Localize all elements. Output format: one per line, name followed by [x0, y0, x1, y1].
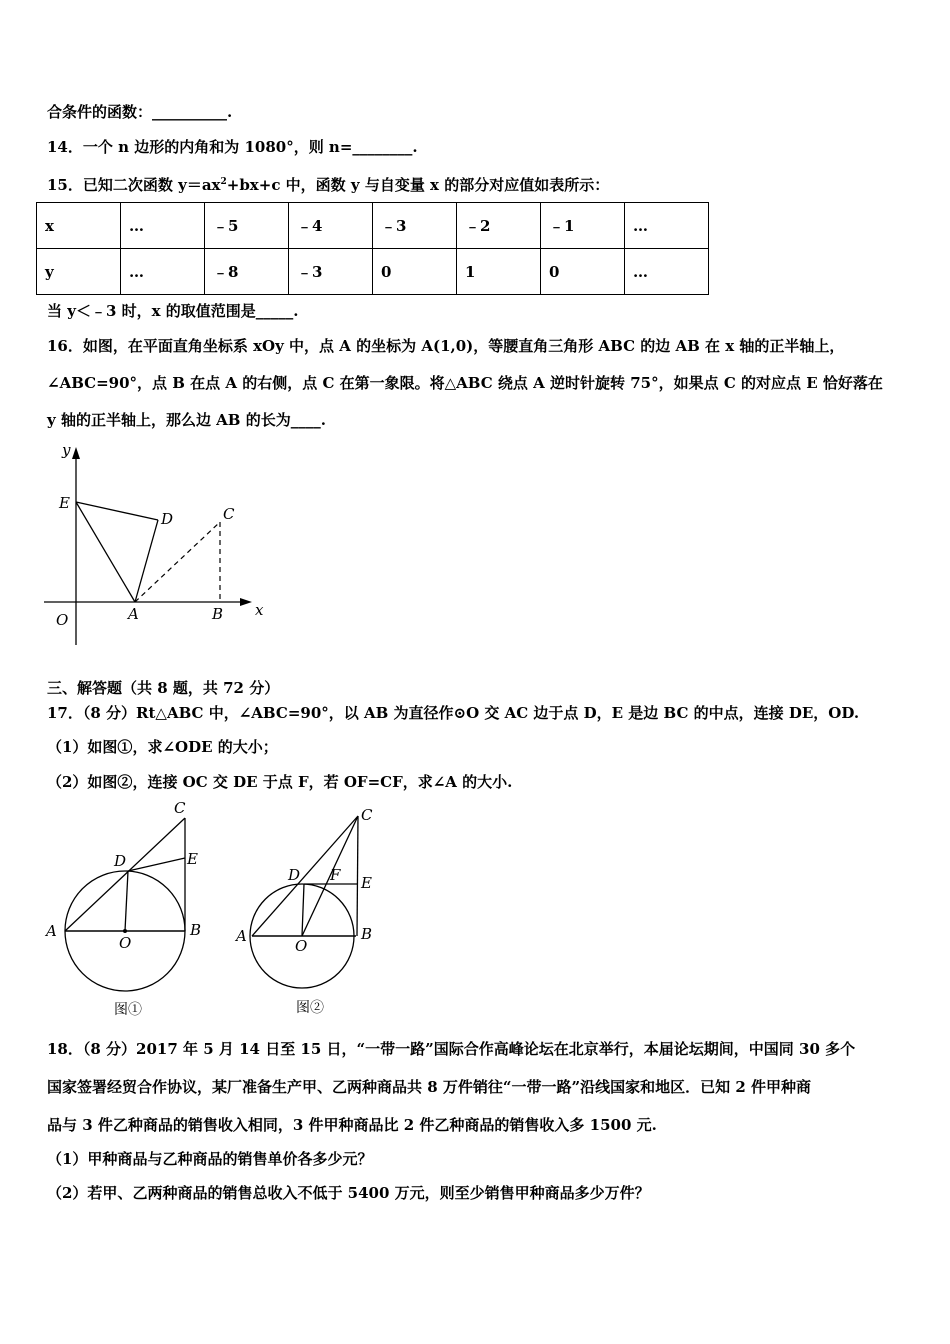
q17-figure-2: [230, 798, 400, 1023]
label-C: C: [223, 505, 235, 523]
table-cell: …: [121, 249, 205, 295]
label-O: O: [295, 937, 308, 955]
label-E: E: [361, 874, 372, 892]
label-A: A: [128, 605, 139, 623]
q15-text: [47, 172, 609, 195]
table-cell: 0: [373, 249, 457, 295]
label-B: B: [361, 925, 373, 943]
label-A: A: [46, 922, 57, 940]
q17-part1: （1）如图①，求∠ODE 的大小；: [47, 738, 278, 756]
q18-line2: 国家签署经贸合作协议，某厂准备生产甲、乙两种商品共 8 万件销往“一带一路”沿线国家和地区．已知 2 件甲种商: [47, 1078, 812, 1096]
q18-part2: （2）若甲、乙两种商品的销售总收入不低于 5400 万元，则至少销售甲种商品多少万件？: [47, 1184, 650, 1202]
label-C: C: [361, 806, 373, 824]
table-cell: x: [37, 203, 121, 249]
table-cell: …: [625, 203, 709, 249]
table-cell: ﹣3: [289, 249, 373, 295]
table-cell: ﹣1: [541, 203, 625, 249]
q16-line2: ∠ABC=90°，点 B 在点 A 的右侧，点 C 在第一象限。将△ABC 绕点 A 逆时针旋转 75°，如果点 C 的对应点 E 恰好落在: [47, 374, 883, 392]
q16-line3: y 轴的正半轴上，那么边 AB 的长为____.: [47, 411, 326, 429]
label-D: D: [114, 852, 127, 870]
q17-line1: 17．（8 分）Rt△ABC 中，∠ABC=90°，以 AB 为直径作⊙O 交 AC 边于点 D，E 是边 BC 的中点，连接 DE，OD.: [47, 704, 860, 722]
label-D: D: [161, 510, 174, 528]
table-cell: ﹣8: [205, 249, 289, 295]
label-D: D: [288, 866, 301, 884]
q17-figure-1: [40, 798, 220, 1023]
q15-after: 当 y＜﹣3 时，x 的取值范围是_____.: [47, 302, 299, 320]
q18-line1: 18．（8 分）2017 年 5 月 14 日至 15 日，“一带一路”国际合作高峰论坛在北京举行，本届论坛期间，中国同 30 多个: [47, 1040, 856, 1058]
segment-AC-dashed: [135, 522, 220, 602]
label-O: O: [119, 934, 132, 952]
segment-EA: [76, 502, 135, 602]
label-y: y: [62, 441, 71, 459]
q17-part2: （2）如图②，连接 OC 交 DE 于点 F，若 OF=CF，求∠A 的大小.: [47, 773, 513, 791]
center-point: [123, 929, 127, 933]
table-cell: ﹣2: [457, 203, 541, 249]
figure-caption: 图①: [114, 1002, 142, 1018]
segment-ED: [76, 502, 158, 520]
q16-figure: [30, 435, 290, 655]
table-cell: ﹣4: [289, 203, 373, 249]
label-F: F: [330, 866, 341, 884]
table-cell: y: [37, 249, 121, 295]
table-row: [37, 203, 709, 249]
figure-caption: 图②: [296, 1000, 324, 1016]
y-axis-arrow: [72, 447, 80, 459]
q16-line1: 16．如图，在平面直角坐标系 xOy 中，点 A 的坐标为 A(1,0)，等腰直角三角形 ABC 的边 AB 在 x 轴的正半轴上，: [47, 337, 845, 355]
x-axis-arrow: [240, 598, 252, 606]
label-x: x: [255, 601, 264, 619]
q15-suffix: +bx+c 中，函数 y 与自变量 x 的部分对应值如表所示：: [226, 176, 610, 194]
section-3-heading: 三、解答题（共 8 题，共 72 分）: [47, 679, 280, 697]
table-cell: …: [121, 203, 205, 249]
label-E: E: [59, 494, 70, 512]
segment-BC: [357, 816, 358, 936]
segment-OD: [302, 884, 304, 936]
label-E: E: [187, 850, 198, 868]
table-cell: 0: [541, 249, 625, 295]
label-B: B: [212, 605, 224, 623]
label-A: A: [236, 927, 247, 945]
segment-AC: [65, 818, 185, 931]
q15-sup: 2: [220, 177, 227, 187]
q18-line3: 品与 3 件乙种商品的销售收入相同，3 件甲种商品比 2 件乙种商品的销售收入多 1500 元.: [47, 1116, 657, 1134]
q14-text: 14．一个 n 边形的内角和为 1080°，则 n=________.: [47, 138, 418, 156]
label-C: C: [174, 799, 186, 817]
q18-part1: （1）甲种商品与乙种商品的销售单价各多少元？: [47, 1150, 373, 1168]
table-cell: ﹣5: [205, 203, 289, 249]
segment-OD: [125, 871, 128, 931]
q15-prefix: 15．已知二次函数 y＝ax: [47, 176, 221, 194]
label-O: O: [56, 611, 69, 629]
table-cell: …: [625, 249, 709, 295]
value-table: [36, 202, 709, 295]
table-cell: ﹣3: [373, 203, 457, 249]
label-B: B: [190, 921, 202, 939]
table-cell: 1: [457, 249, 541, 295]
segment-DA: [135, 520, 158, 602]
q13-tail: 合条件的函数：__________.: [47, 103, 233, 121]
segment-AC: [252, 816, 358, 936]
table-row: [37, 249, 709, 295]
